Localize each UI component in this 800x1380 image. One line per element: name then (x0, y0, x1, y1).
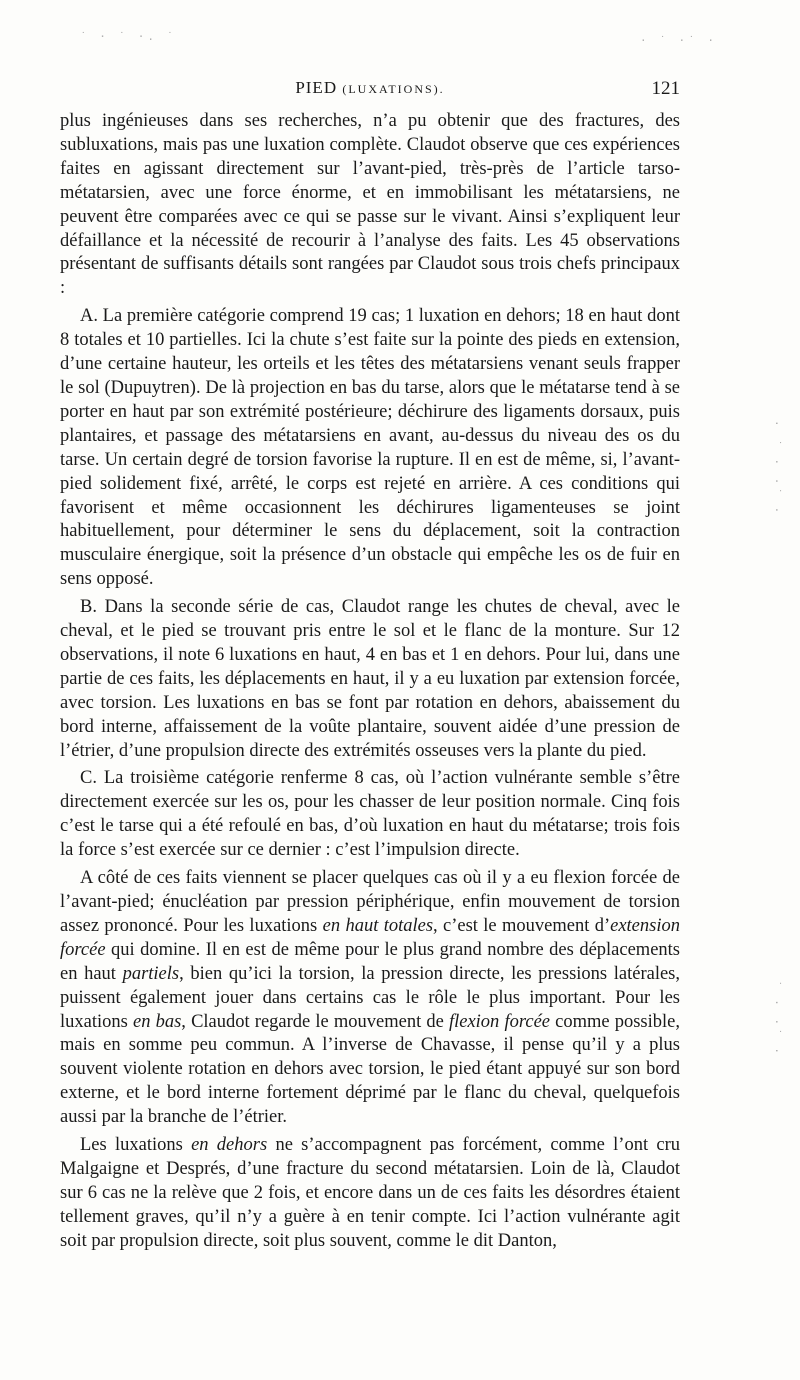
italic-run: flexion forcée (448, 1011, 550, 1032)
paragraph-category-c (60, 767, 680, 863)
running-head (60, 78, 680, 98)
scan-noise-right-margin: · ˙ · ·˙ · (770, 420, 783, 517)
text-run: B. Dans la seconde série de cas, Claudot range les chutes de cheval, avec le cheval, et le pied se trouvant pris entre le sol et le flanc de la monture. Sur 12 observations, il note 6 luxations en haut, 4 en bas et 1 en dehors. Pour lui, dans une partie de ces faits, les déplacements en haut, il y a eu luxation par extension forcée, avec torsion. Les luxations en bas se font par rotation en dehors, abaissement du bord interne, affaissement de la voûte plantaire, souvent aidée d’une pression de l’étrier, d’une propulsion directe des extrémités osseuses vers la plante du pied. (60, 597, 680, 761)
italic-run: en haut totales (322, 915, 434, 936)
page-number: 121 (651, 78, 680, 99)
paragraph-continuation (60, 110, 680, 301)
text-run: , bien qu’ici la torsion, la pression directe, les pressions latérales, puissent également jouer dans certains cas le rôle le plus important. Pour les luxations (60, 963, 680, 1032)
page-header (60, 78, 680, 106)
paragraph-category-b (60, 596, 680, 763)
running-head-subtitle: (LUXATIONS). (342, 82, 445, 96)
paragraph-luxations-en-dehors (60, 1134, 680, 1254)
italic-run: en bas (132, 1011, 182, 1032)
running-head-main: PIED (295, 78, 343, 97)
text-run: , c’est le mouvement d’ (433, 915, 611, 936)
text-run: ne s’accompagnent pas forcément, comme l’ont cru Malgaigne et Després, d’une fracture du second métatarsien. Loin de là, Claudot sur 6 cas ne la relève que 2 fois, et encore dans un de ces faits les désordres étaient tellement graves, qu’il n’y a guère à en tenir compte. Ici l’action vulnérante agit soit par propulsion directe, soit plus souvent, comme le dit Danton, (60, 1135, 680, 1251)
text-run: A. La première catégorie comprend 19 cas; 1 luxation en dehors; 18 en haut dont 8 totales et 10 partielles. Ici la chute s’est faite sur la pointe des pieds en extension, d’une certaine hauteur, les orteils et les têtes des métatarsiens venant seuls frapper le sol (Dupuytren). De là projection en bas du tarse, alors que le métatarse tend à se porter en haut par son extrémité postérieure; déchirure des ligaments dorsaux, puis plantaires, et passage des métatarsiens en avant, au-dessus du niveau des os du tarse. Un certain degré de torsion favorise la rupture. Il en est de même, si, l’avant-pied solidement fixé, arrêté, le corps est rejeté en arrière. A ces conditions qui favorisent et même occasionnent les déchirures ligamenteuses se joint habituellement, pour déterminer le sens du déplacement, soit la contraction musculaire énergique, soit la présence d’un obstacle qui empêche les os de fuir en sens opposé. (60, 306, 680, 590)
italic-run: en dehors (191, 1135, 268, 1156)
text-run: A côté de ces faits viennent se placer quelques cas où il y a eu flexion forcée de l’avant-pied; énucléation par pression périphérique, enfin mouvement de torsion assez prononcé. Pour les luxations (60, 868, 680, 936)
italic-run: extension forcée (60, 915, 680, 960)
text-run: Les luxations (80, 1135, 192, 1156)
text-run: qui domine. Il en est de même pour le plus grand nombre des déplacements en haut (60, 939, 680, 984)
paragraph-other-cases (60, 867, 680, 1130)
body-text (60, 110, 680, 1258)
scan-noise-right-margin-2: ˙ · ·˙ · (770, 980, 783, 1057)
text-run: plus ingénieuses dans ses recherches, n’a pu obtenir que des fractures, des subluxations, mais pas une luxation complète. Claudot observe que ces expériences faites en agissant directement sur l’avant-pied, très-près de l’article tarso-métatarsien, avec une force énorme, et en immobilisant les métatarsiens, ne peuvent être comparées avec ce qui se passe sur le vivant. Ainsi s’expliquent leur défaillance et la nécessité de recourir à l’analyse des faits. Les 45 observations présentant de suffisants détails sont rangées par Claudot sous trois chefs principaux : (60, 111, 680, 299)
scan-noise-top-right: · ˙ ·˙ · (640, 34, 717, 47)
italic-run: partiels (122, 963, 180, 984)
text-run: , Claudot regarde le mouvement de (181, 1011, 449, 1032)
paragraph-category-a (60, 305, 680, 592)
scan-noise-top: ˙ · ˙ ·. ˙ (80, 30, 177, 43)
text-run: C. La troisième catégorie renferme 8 cas, où l’action vulnérante semble s’être directement exercée sur les os, pour les chasser de leur position normale. Cinq fois c’est le tarse qui a été refoulé en bas, d’où luxation en haut du métatarse; trois fois la force s’est exercée sur ce dernier : c’est l’impulsion directe. (60, 768, 680, 861)
text-run: comme possible, mais en somme peu commun. A l’inverse de Chavasse, il pense qu’il y a plus souvent violente rotation en dehors avec torsion, le pied étant appuyé sur son bord externe, et le bord interne fortement déprimé par le flanc du cheval, quelquefois aussi par la branche de l’étrier. (60, 1011, 680, 1128)
